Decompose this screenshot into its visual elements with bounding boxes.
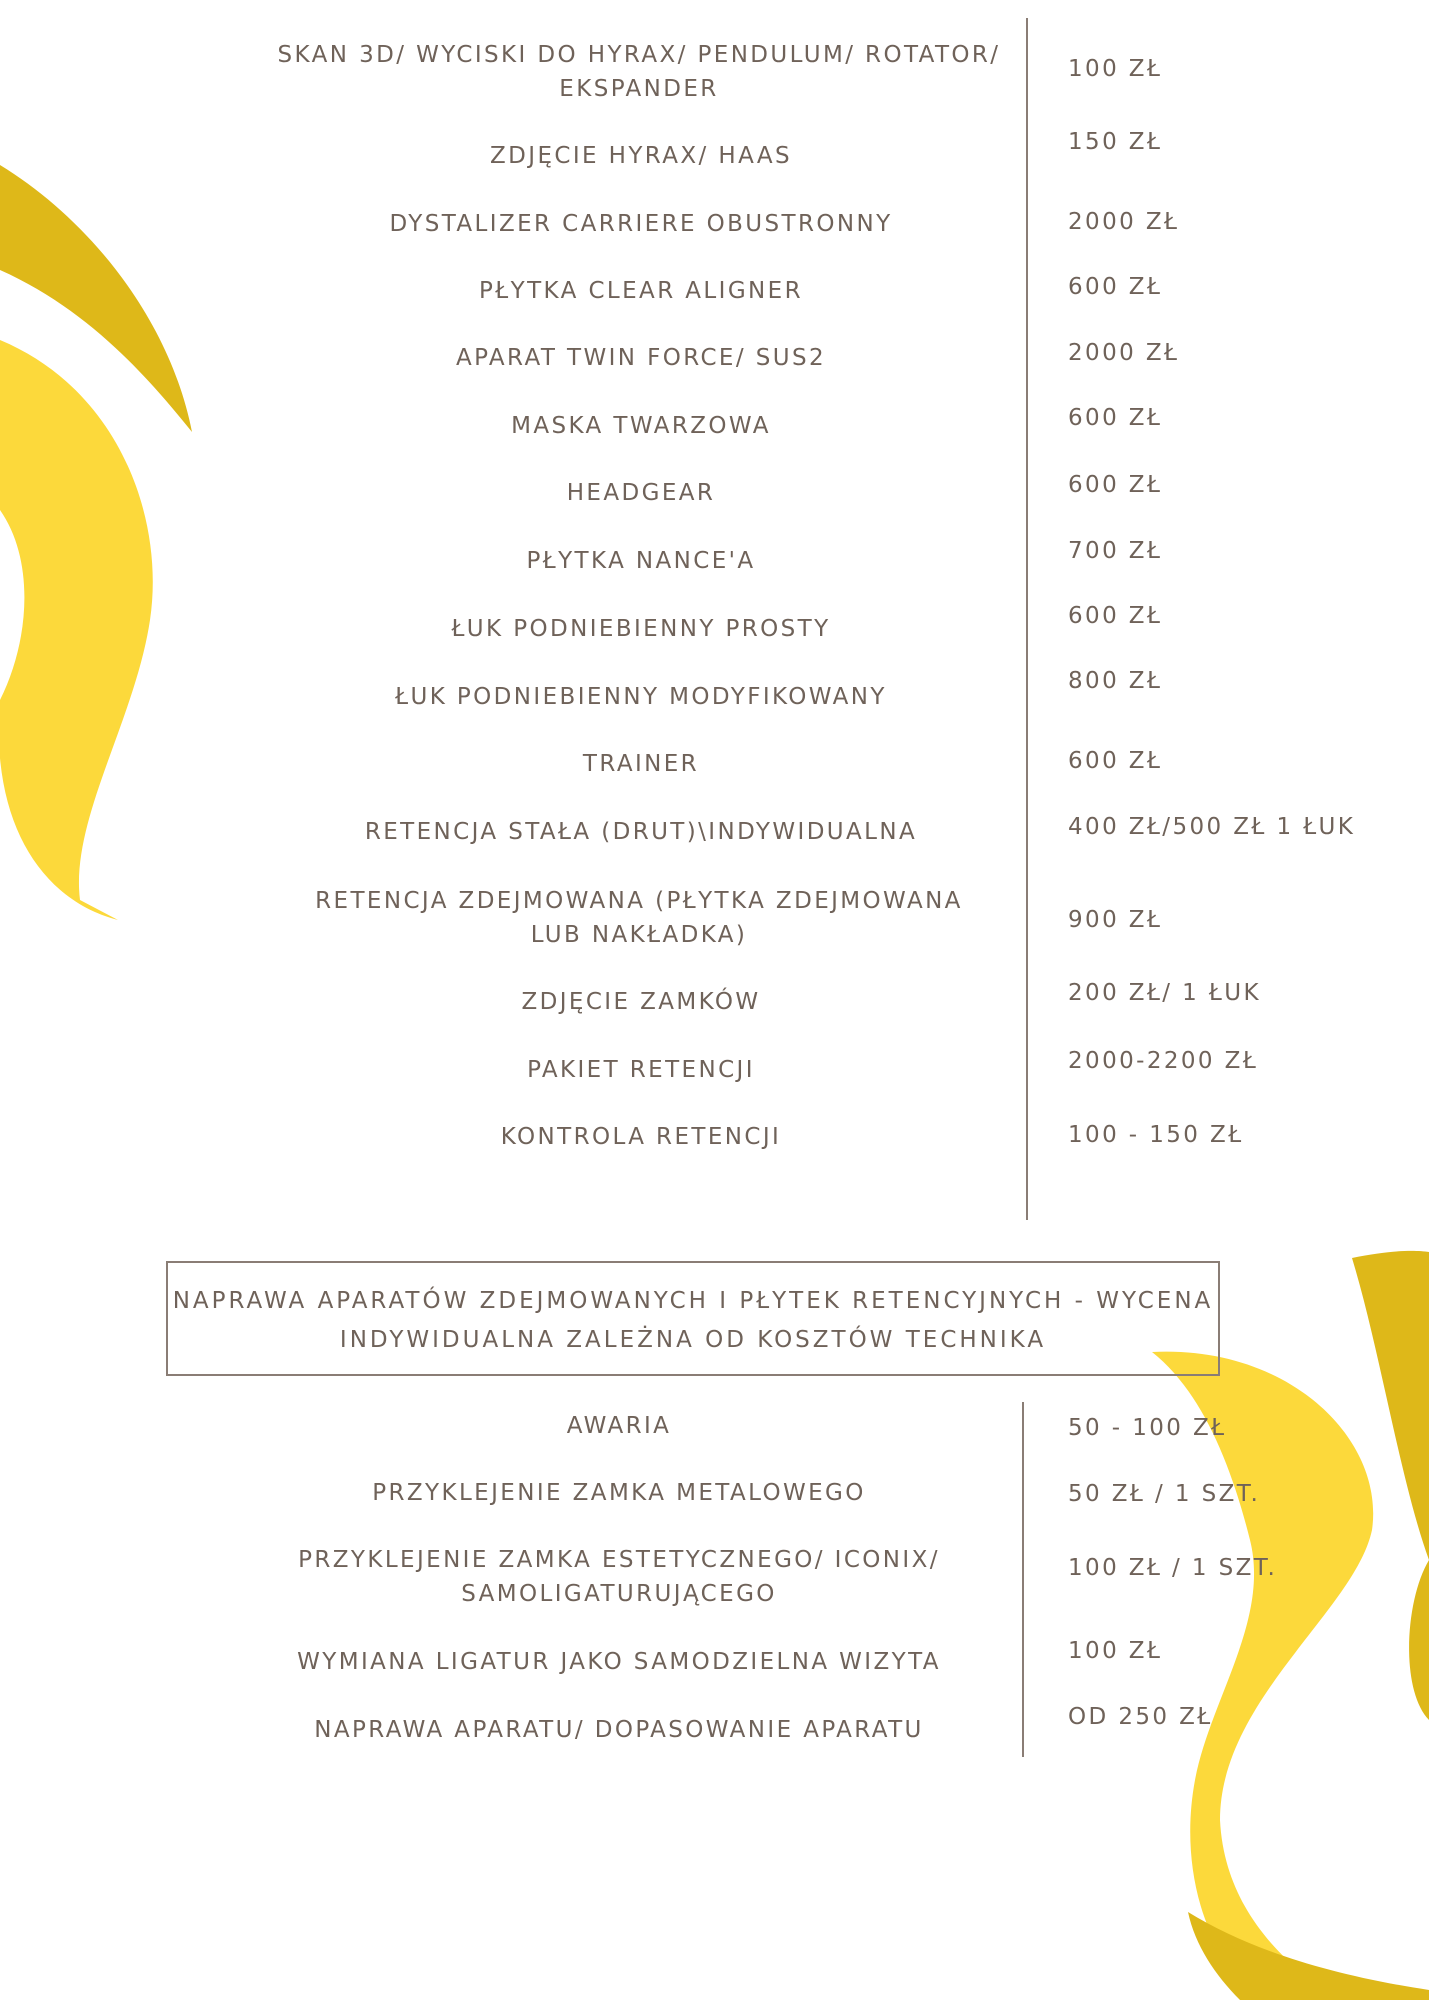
yellow-swirl-left: [0, 340, 153, 920]
column-divider-2: [1022, 1402, 1024, 1757]
service-price: 2000 ZŁ: [1068, 209, 1180, 235]
service-price: 50 ZŁ / 1 SZT.: [1068, 1481, 1261, 1507]
service-price: 900 ZŁ: [1068, 907, 1163, 933]
service-price: 600 ZŁ: [1068, 274, 1163, 300]
service-price: 100 ZŁ: [1068, 56, 1163, 82]
service-name: RETENCJA STAŁA (DRUT)\INDYWIDUALNA: [364, 819, 918, 845]
service-name: PRZYKLEJENIE ZAMKA METALOWEGO: [372, 1480, 866, 1506]
service-name: PRZYKLEJENIE ZAMKA ESTETYCZNEGO/ ICONIX/ SAMOLIGATURUJĄCEGO: [298, 1547, 940, 1607]
service-name: ZDJĘCIE HYRAX/ HAAS: [489, 143, 793, 169]
service-price: 150 ZŁ: [1068, 129, 1163, 155]
service-name: NAPRAWA APARATU/ DOPASOWANIE APARATU: [314, 1717, 924, 1743]
service-price: 600 ZŁ: [1068, 603, 1163, 629]
service-price: 400 ZŁ/500 ZŁ 1 ŁUK: [1068, 814, 1356, 840]
service-price: 2000 ZŁ: [1068, 340, 1180, 366]
notice-text: NAPRAWA APARATÓW ZDEJMOWANYCH I PŁYTEK RETENCYJNYCH - WYCENA INDYWIDUALNA ZALEŻNA OD KOSZTÓW TECHNIKA: [172, 1288, 1214, 1353]
service-price: 200 ZŁ/ 1 ŁUK: [1068, 980, 1261, 1006]
service-price: 600 ZŁ: [1068, 748, 1163, 774]
service-name: ŁUK PODNIEBIENNY PROSTY: [451, 616, 831, 642]
service-name: PŁYTKA NANCE'A: [526, 548, 756, 574]
yellow-swirl-right: [1152, 1352, 1373, 2000]
service-price: 600 ZŁ: [1068, 405, 1163, 431]
service-name: RETENCJA ZDEJMOWANA (PŁYTKA ZDEJMOWANA LUB NAKŁADKA): [315, 888, 963, 948]
service-name: ZDJĘCIE ZAMKÓW: [521, 989, 761, 1015]
service-name: KONTROLA RETENCJI: [500, 1124, 782, 1150]
service-price: 800 ZŁ: [1068, 668, 1163, 694]
service-name: WYMIANA LIGATUR JAKO SAMODZIELNA WIZYTA: [297, 1649, 941, 1675]
service-price: 100 ZŁ / 1 SZT.: [1068, 1555, 1278, 1581]
service-price: 100 - 150 ZŁ: [1068, 1122, 1244, 1148]
service-name: PAKIET RETENCJI: [527, 1057, 755, 1083]
service-name: SKAN 3D/ WYCISKI DO HYRAX/ PENDULUM/ ROTATOR/ EKSPANDER: [277, 42, 1001, 102]
service-name: HEADGEAR: [566, 480, 716, 506]
service-price: 2000-2200 ZŁ: [1068, 1048, 1259, 1074]
service-name: APARAT TWIN FORCE/ SUS2: [455, 345, 827, 371]
service-price: 50 - 100 ZŁ: [1068, 1415, 1227, 1441]
service-name: PŁYTKA CLEAR ALIGNER: [479, 278, 803, 304]
service-price: 100 ZŁ: [1068, 1638, 1163, 1664]
service-price: OD 250 ZŁ: [1068, 1704, 1213, 1730]
service-price: 700 ZŁ: [1068, 538, 1163, 564]
service-name: DYSTALIZER CARRIERE OBUSTRONNY: [389, 211, 893, 237]
service-price: 600 ZŁ: [1068, 472, 1163, 498]
service-name: TRAINER: [582, 751, 700, 777]
service-name: AWARIA: [566, 1413, 672, 1439]
column-divider-1: [1026, 18, 1028, 1220]
service-name: ŁUK PODNIEBIENNY MODYFIKOWANY: [395, 684, 887, 710]
service-name: MASKA TWARZOWA: [511, 413, 771, 439]
